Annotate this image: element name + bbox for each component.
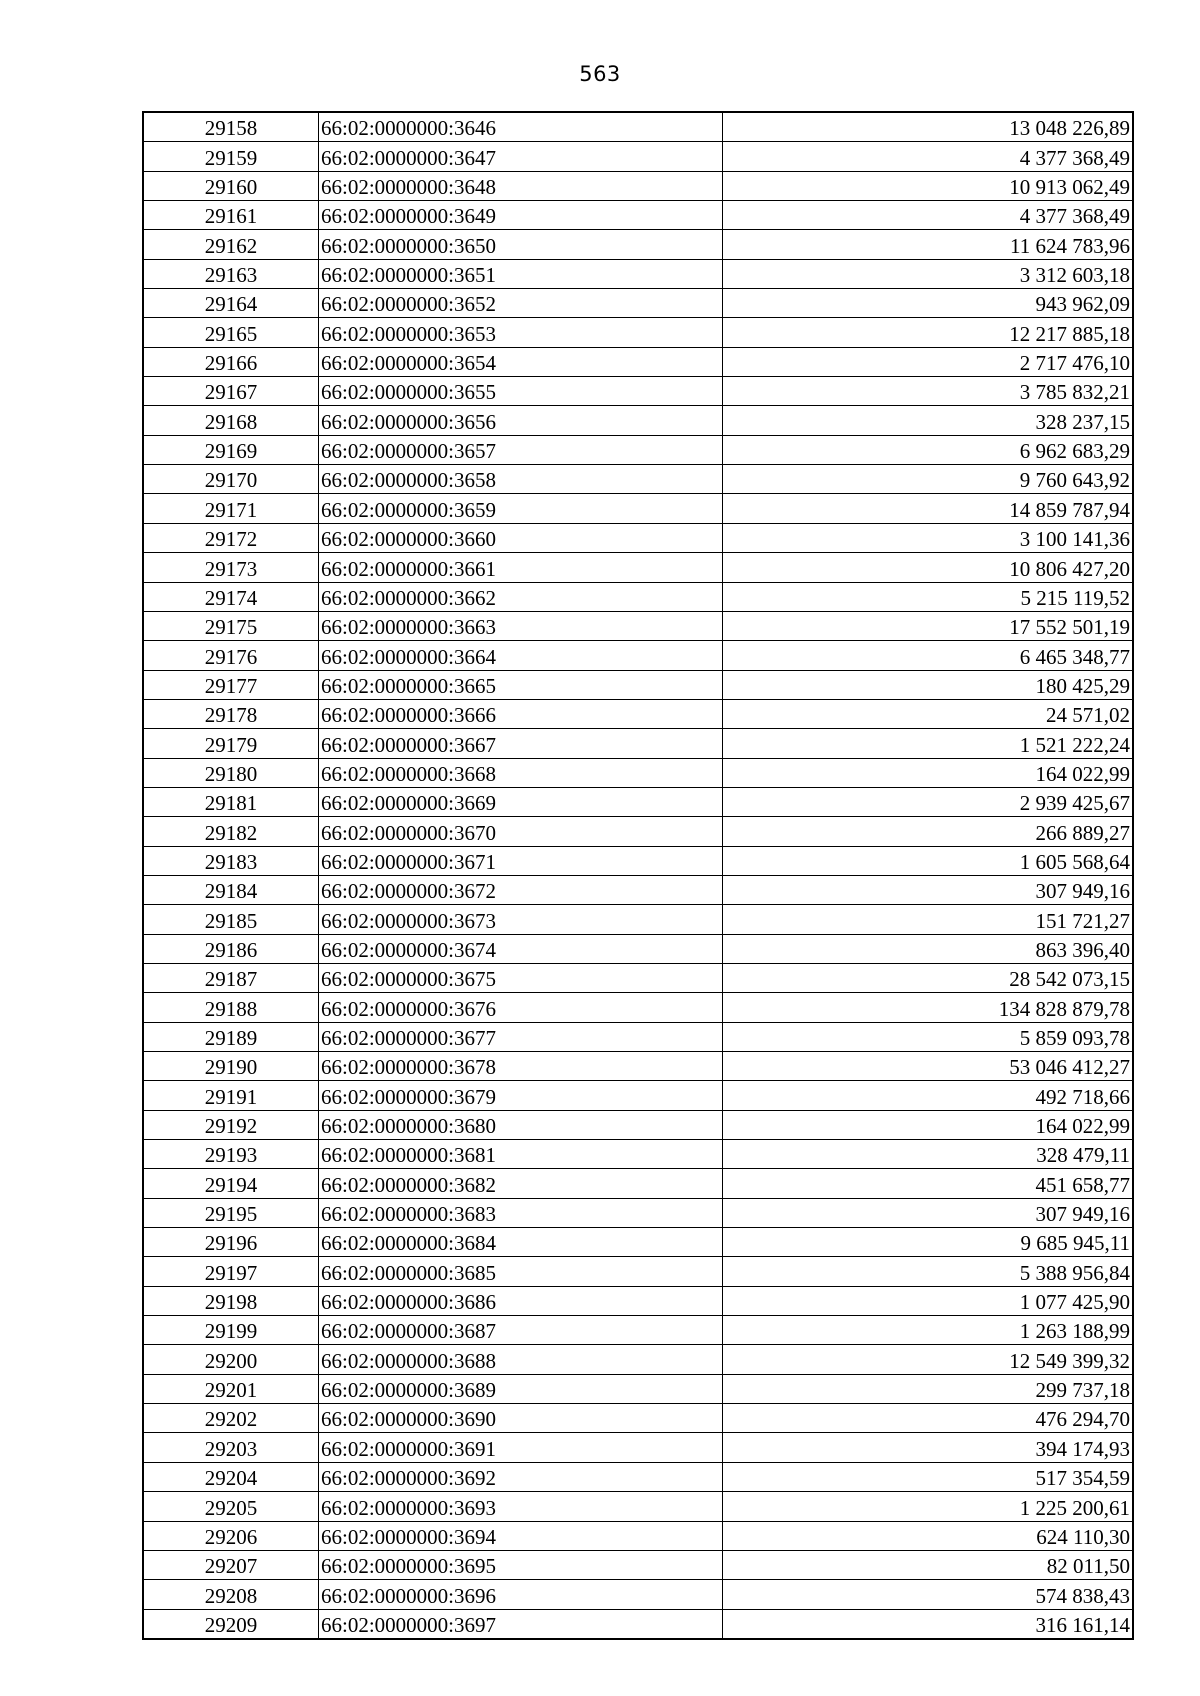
row-number-cell: 29187 (143, 963, 319, 992)
cadastral-value-cell: 316 161,14 (723, 1609, 1134, 1639)
row-number-cell: 29176 (143, 641, 319, 670)
cadastral-value-cell: 624 110,30 (723, 1521, 1134, 1550)
cadastral-value-cell: 307 949,16 (723, 875, 1134, 904)
cadastral-value-cell: 307 949,16 (723, 1198, 1134, 1227)
row-number-cell: 29182 (143, 817, 319, 846)
row-number-cell: 29208 (143, 1580, 319, 1609)
table-row (143, 1081, 1133, 1110)
cadastral-value-cell: 164 022,99 (723, 1110, 1134, 1139)
cadastral-number-cell: 66:02:0000000:3696 (319, 1580, 723, 1609)
cadastral-number-cell: 66:02:0000000:3684 (319, 1228, 723, 1257)
cadastral-value-cell: 5 388 956,84 (723, 1257, 1134, 1286)
cadastral-number-cell: 66:02:0000000:3652 (319, 289, 723, 318)
cadastral-number-cell: 66:02:0000000:3694 (319, 1521, 723, 1550)
cadastral-value-cell: 4 377 368,49 (723, 142, 1134, 171)
cadastral-number-cell: 66:02:0000000:3661 (319, 553, 723, 582)
cadastral-number-cell: 66:02:0000000:3676 (319, 993, 723, 1022)
cadastral-number-cell: 66:02:0000000:3686 (319, 1286, 723, 1315)
table-row (143, 553, 1133, 582)
cadastral-value-cell: 4 377 368,49 (723, 201, 1134, 230)
table-row (143, 289, 1133, 318)
cadastral-value-cell: 24 571,02 (723, 699, 1134, 728)
cadastral-value-cell: 2 717 476,10 (723, 347, 1134, 376)
cadastral-value-cell: 6 962 683,29 (723, 435, 1134, 464)
cadastral-number-cell: 66:02:0000000:3649 (319, 201, 723, 230)
row-number-cell: 29159 (143, 142, 319, 171)
cadastral-value-cell: 134 828 879,78 (723, 993, 1134, 1022)
row-number-cell: 29179 (143, 729, 319, 758)
cadastral-value-cell: 5 215 119,52 (723, 582, 1134, 611)
cadastral-number-cell: 66:02:0000000:3669 (319, 787, 723, 816)
cadastral-value-cell: 82 011,50 (723, 1550, 1134, 1579)
row-number-cell: 29198 (143, 1286, 319, 1315)
table-row (143, 347, 1133, 376)
table-row (143, 758, 1133, 787)
row-number-cell: 29158 (143, 112, 319, 142)
table-row (143, 259, 1133, 288)
row-number-cell: 29167 (143, 377, 319, 406)
table-row (143, 1022, 1133, 1051)
row-number-cell: 29189 (143, 1022, 319, 1051)
table-row (143, 1550, 1133, 1579)
cadastral-value-cell: 151 721,27 (723, 905, 1134, 934)
table-row (143, 1110, 1133, 1139)
table-row (143, 112, 1133, 142)
row-number-cell: 29199 (143, 1316, 319, 1345)
cadastral-value-cell: 863 396,40 (723, 934, 1134, 963)
cadastral-number-cell: 66:02:0000000:3655 (319, 377, 723, 406)
table-row (143, 1521, 1133, 1550)
cadastral-value-cell: 492 718,66 (723, 1081, 1134, 1110)
cadastral-value-cell: 5 859 093,78 (723, 1022, 1134, 1051)
cadastral-value-cell: 1 225 200,61 (723, 1492, 1134, 1521)
cadastral-number-cell: 66:02:0000000:3665 (319, 670, 723, 699)
cadastral-value-cell: 164 022,99 (723, 758, 1134, 787)
row-number-cell: 29181 (143, 787, 319, 816)
table-row (143, 1286, 1133, 1315)
cadastral-number-cell: 66:02:0000000:3664 (319, 641, 723, 670)
page-number: 563 (579, 62, 621, 86)
cadastral-value-cell: 394 174,93 (723, 1433, 1134, 1462)
row-number-cell: 29166 (143, 347, 319, 376)
cadastral-value-cell: 6 465 348,77 (723, 641, 1134, 670)
table-row (143, 406, 1133, 435)
cadastral-value-cell: 53 046 412,27 (723, 1052, 1134, 1081)
cadastral-value-cell: 574 838,43 (723, 1580, 1134, 1609)
cadastral-value-cell: 328 237,15 (723, 406, 1134, 435)
row-number-cell: 29192 (143, 1110, 319, 1139)
row-number-cell: 29170 (143, 465, 319, 494)
cadastral-value-cell: 13 048 226,89 (723, 112, 1134, 142)
cadastral-number-cell: 66:02:0000000:3690 (319, 1404, 723, 1433)
row-number-cell: 29165 (143, 318, 319, 347)
row-number-cell: 29186 (143, 934, 319, 963)
cadastral-number-cell: 66:02:0000000:3656 (319, 406, 723, 435)
row-number-cell: 29205 (143, 1492, 319, 1521)
row-number-cell: 29183 (143, 846, 319, 875)
row-number-cell: 29169 (143, 435, 319, 464)
row-number-cell: 29175 (143, 611, 319, 640)
table-row (143, 787, 1133, 816)
cadastral-number-cell: 66:02:0000000:3666 (319, 699, 723, 728)
table-row (143, 817, 1133, 846)
cadastral-value-cell: 451 658,77 (723, 1169, 1134, 1198)
table-row (143, 1374, 1133, 1403)
cadastral-value-cell: 12 217 885,18 (723, 318, 1134, 347)
cadastral-number-cell: 66:02:0000000:3685 (319, 1257, 723, 1286)
table-row (143, 699, 1133, 728)
cadastral-number-cell: 66:02:0000000:3660 (319, 523, 723, 552)
cadastral-value-cell: 180 425,29 (723, 670, 1134, 699)
cadastral-number-cell: 66:02:0000000:3691 (319, 1433, 723, 1462)
cadastral-value-cell: 299 737,18 (723, 1374, 1134, 1403)
cadastral-value-cell: 2 939 425,67 (723, 787, 1134, 816)
row-number-cell: 29201 (143, 1374, 319, 1403)
cadastral-number-cell: 66:02:0000000:3646 (319, 112, 723, 142)
cadastral-number-cell: 66:02:0000000:3651 (319, 259, 723, 288)
row-number-cell: 29173 (143, 553, 319, 582)
table-row (143, 1492, 1133, 1521)
cadastral-number-cell: 66:02:0000000:3695 (319, 1550, 723, 1579)
cadastral-number-cell: 66:02:0000000:3670 (319, 817, 723, 846)
cadastral-number-cell: 66:02:0000000:3673 (319, 905, 723, 934)
cadastral-value-cell: 14 859 787,94 (723, 494, 1134, 523)
cadastral-number-cell: 66:02:0000000:3647 (319, 142, 723, 171)
row-number-cell: 29206 (143, 1521, 319, 1550)
table-row (143, 1404, 1133, 1433)
row-number-cell: 29202 (143, 1404, 319, 1433)
row-number-cell: 29163 (143, 259, 319, 288)
cadastral-number-cell: 66:02:0000000:3688 (319, 1345, 723, 1374)
row-number-cell: 29209 (143, 1609, 319, 1639)
cadastral-number-cell: 66:02:0000000:3672 (319, 875, 723, 904)
table-row (143, 1345, 1133, 1374)
row-number-cell: 29207 (143, 1550, 319, 1579)
table-row (143, 142, 1133, 171)
cadastral-value-table (142, 111, 1134, 1640)
cadastral-value-cell: 12 549 399,32 (723, 1345, 1134, 1374)
row-number-cell: 29184 (143, 875, 319, 904)
table-row (143, 1169, 1133, 1198)
cadastral-number-cell: 66:02:0000000:3648 (319, 171, 723, 200)
cadastral-value-cell: 3 312 603,18 (723, 259, 1134, 288)
row-number-cell: 29185 (143, 905, 319, 934)
row-number-cell: 29168 (143, 406, 319, 435)
cadastral-value-cell: 3 785 832,21 (723, 377, 1134, 406)
cadastral-number-cell: 66:02:0000000:3650 (319, 230, 723, 259)
cadastral-number-cell: 66:02:0000000:3693 (319, 1492, 723, 1521)
row-number-cell: 29197 (143, 1257, 319, 1286)
cadastral-number-cell: 66:02:0000000:3659 (319, 494, 723, 523)
row-number-cell: 29172 (143, 523, 319, 552)
table-row (143, 494, 1133, 523)
table-row (143, 963, 1133, 992)
row-number-cell: 29164 (143, 289, 319, 318)
table-row (143, 934, 1133, 963)
cadastral-number-cell: 66:02:0000000:3681 (319, 1140, 723, 1169)
cadastral-value-cell: 10 913 062,49 (723, 171, 1134, 200)
row-number-cell: 29196 (143, 1228, 319, 1257)
cadastral-number-cell: 66:02:0000000:3678 (319, 1052, 723, 1081)
cadastral-value-cell: 1 521 222,24 (723, 729, 1134, 758)
row-number-cell: 29200 (143, 1345, 319, 1374)
table-row (143, 435, 1133, 464)
cadastral-number-cell: 66:02:0000000:3653 (319, 318, 723, 347)
table-row (143, 1462, 1133, 1491)
cadastral-value-cell: 9 760 643,92 (723, 465, 1134, 494)
cadastral-value-cell: 1 605 568,64 (723, 846, 1134, 875)
cadastral-value-cell: 1 263 188,99 (723, 1316, 1134, 1345)
cadastral-number-cell: 66:02:0000000:3667 (319, 729, 723, 758)
table-row (143, 1228, 1133, 1257)
row-number-cell: 29180 (143, 758, 319, 787)
table-row (143, 171, 1133, 200)
row-number-cell: 29171 (143, 494, 319, 523)
table-row (143, 318, 1133, 347)
cadastral-number-cell: 66:02:0000000:3682 (319, 1169, 723, 1198)
table-row (143, 1609, 1133, 1639)
row-number-cell: 29194 (143, 1169, 319, 1198)
cadastral-number-cell: 66:02:0000000:3697 (319, 1609, 723, 1639)
table-row (143, 875, 1133, 904)
table-row (143, 993, 1133, 1022)
cadastral-number-cell: 66:02:0000000:3657 (319, 435, 723, 464)
cadastral-value-cell: 517 354,59 (723, 1462, 1134, 1491)
row-number-cell: 29190 (143, 1052, 319, 1081)
cadastral-value-cell: 1 077 425,90 (723, 1286, 1134, 1315)
row-number-cell: 29161 (143, 201, 319, 230)
row-number-cell: 29178 (143, 699, 319, 728)
cadastral-value-cell: 28 542 073,15 (723, 963, 1134, 992)
row-number-cell: 29162 (143, 230, 319, 259)
cadastral-number-cell: 66:02:0000000:3680 (319, 1110, 723, 1139)
table-row (143, 1580, 1133, 1609)
row-number-cell: 29160 (143, 171, 319, 200)
cadastral-number-cell: 66:02:0000000:3677 (319, 1022, 723, 1051)
cadastral-number-cell: 66:02:0000000:3663 (319, 611, 723, 640)
table-row (143, 377, 1133, 406)
table-row (143, 641, 1133, 670)
cadastral-value-cell: 9 685 945,11 (723, 1228, 1134, 1257)
cadastral-number-cell: 66:02:0000000:3662 (319, 582, 723, 611)
table-row (143, 846, 1133, 875)
table-row (143, 1316, 1133, 1345)
table-row (143, 670, 1133, 699)
table-row (143, 1140, 1133, 1169)
cadastral-value-cell: 17 552 501,19 (723, 611, 1134, 640)
table-row (143, 729, 1133, 758)
cadastral-value-cell: 328 479,11 (723, 1140, 1134, 1169)
cadastral-value-cell: 3 100 141,36 (723, 523, 1134, 552)
row-number-cell: 29203 (143, 1433, 319, 1462)
cadastral-number-cell: 66:02:0000000:3668 (319, 758, 723, 787)
table-row (143, 611, 1133, 640)
cadastral-number-cell: 66:02:0000000:3654 (319, 347, 723, 376)
cadastral-value-cell: 266 889,27 (723, 817, 1134, 846)
row-number-cell: 29204 (143, 1462, 319, 1491)
row-number-cell: 29188 (143, 993, 319, 1022)
table-row (143, 201, 1133, 230)
row-number-cell: 29191 (143, 1081, 319, 1110)
table-row (143, 523, 1133, 552)
cadastral-number-cell: 66:02:0000000:3674 (319, 934, 723, 963)
row-number-cell: 29193 (143, 1140, 319, 1169)
row-number-cell: 29195 (143, 1198, 319, 1227)
table-body (143, 112, 1133, 1639)
table-row (143, 905, 1133, 934)
table-row (143, 1257, 1133, 1286)
table-row (143, 1052, 1133, 1081)
row-number-cell: 29174 (143, 582, 319, 611)
table-row (143, 465, 1133, 494)
cadastral-number-cell: 66:02:0000000:3683 (319, 1198, 723, 1227)
table-row (143, 1433, 1133, 1462)
cadastral-value-cell: 11 624 783,96 (723, 230, 1134, 259)
cadastral-number-cell: 66:02:0000000:3679 (319, 1081, 723, 1110)
cadastral-number-cell: 66:02:0000000:3675 (319, 963, 723, 992)
cadastral-number-cell: 66:02:0000000:3689 (319, 1374, 723, 1403)
cadastral-number-cell: 66:02:0000000:3671 (319, 846, 723, 875)
table-row (143, 582, 1133, 611)
cadastral-number-cell: 66:02:0000000:3692 (319, 1462, 723, 1491)
cadastral-value-cell: 10 806 427,20 (723, 553, 1134, 582)
cadastral-number-cell: 66:02:0000000:3658 (319, 465, 723, 494)
cadastral-value-cell: 476 294,70 (723, 1404, 1134, 1433)
cadastral-number-cell: 66:02:0000000:3687 (319, 1316, 723, 1345)
cadastral-value-cell: 943 962,09 (723, 289, 1134, 318)
row-number-cell: 29177 (143, 670, 319, 699)
table-row (143, 1198, 1133, 1227)
table-row (143, 230, 1133, 259)
